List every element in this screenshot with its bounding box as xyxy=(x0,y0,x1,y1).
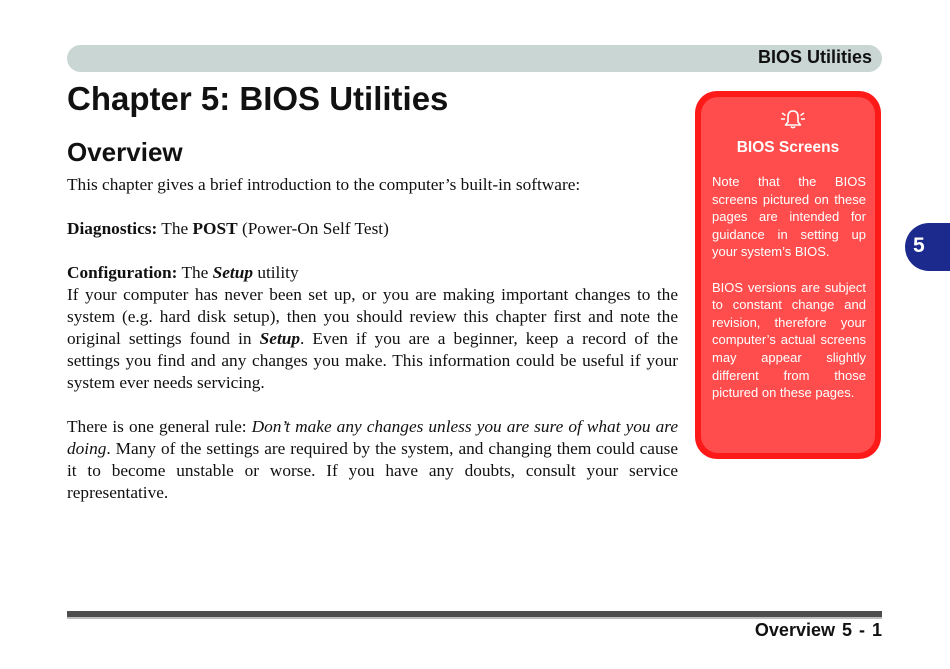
intro-paragraph: This chapter gives a brief introduction to the computer’s built-in software: xyxy=(67,175,581,194)
sidebar-paragraph-1: Note that the BIOS screens pictured on these pages are intended for guidance in setting up your system’s BIOS. xyxy=(712,174,866,260)
setup-paragraph-a: If your computer has never been set up, or you are making important changes to the system (e.g. hard disk setup), then you should review this chapter first and note the original settings found in xyxy=(67,285,678,348)
rule-paragraph-italic: Don’t make any changes unless you are sure of what you are doing xyxy=(67,417,678,458)
rule-paragraph-a: There is one general rule: xyxy=(67,417,247,436)
header-bar xyxy=(67,45,882,72)
diagnostics-post: POST xyxy=(192,219,238,238)
diagnostics-the: The xyxy=(161,219,189,238)
setup-paragraph-b: . Even if you are a beginner, keep a record of the settings you find and any changes you make. This information could be useful if your system ever needs servicing. xyxy=(67,329,678,392)
setup-paragraph-setup: Setup xyxy=(259,329,300,348)
sidebar-note xyxy=(695,91,881,459)
footer-page-label: Overview 5 - 1 xyxy=(754,620,882,640)
diagnostics-line xyxy=(67,218,678,240)
rule-paragraph xyxy=(67,416,678,504)
sidebar-title: BIOS Screens xyxy=(736,139,840,156)
setup-paragraph xyxy=(67,284,678,394)
rule-paragraph-b: . Many of the settings are required by the system, and changing them could cause it to become unstable or worse. If you have any doubts, consult your service representative. xyxy=(67,439,678,502)
chapter-tab xyxy=(905,223,950,271)
chapter-title: Chapter 5: BIOS Utilities xyxy=(67,80,449,117)
configuration-setup: Setup xyxy=(212,263,253,282)
configuration-rest: utility xyxy=(257,263,299,282)
body-text xyxy=(67,174,678,504)
diagnostics-label: Diagnostics: xyxy=(67,219,158,238)
configuration-the: The xyxy=(181,263,209,282)
configuration-label: Configuration: xyxy=(67,263,178,282)
section-title: Overview xyxy=(67,137,183,167)
sidebar-text xyxy=(712,173,866,402)
header-title: BIOS Utilities xyxy=(757,47,872,67)
sidebar-inner xyxy=(701,97,875,453)
sidebar-paragraph-2: BIOS versions are subject to constant change and revision, therefore your computer’s actual screens may appear slightly different from those pictured on these pages. xyxy=(712,279,866,401)
footer-rule-light xyxy=(67,617,882,619)
configuration-line xyxy=(67,262,678,284)
diagnostics-rest: (Power-On Self Test) xyxy=(241,219,389,238)
chapter-tab-number: 5 xyxy=(913,234,925,257)
alert-bell-icon xyxy=(780,108,806,130)
